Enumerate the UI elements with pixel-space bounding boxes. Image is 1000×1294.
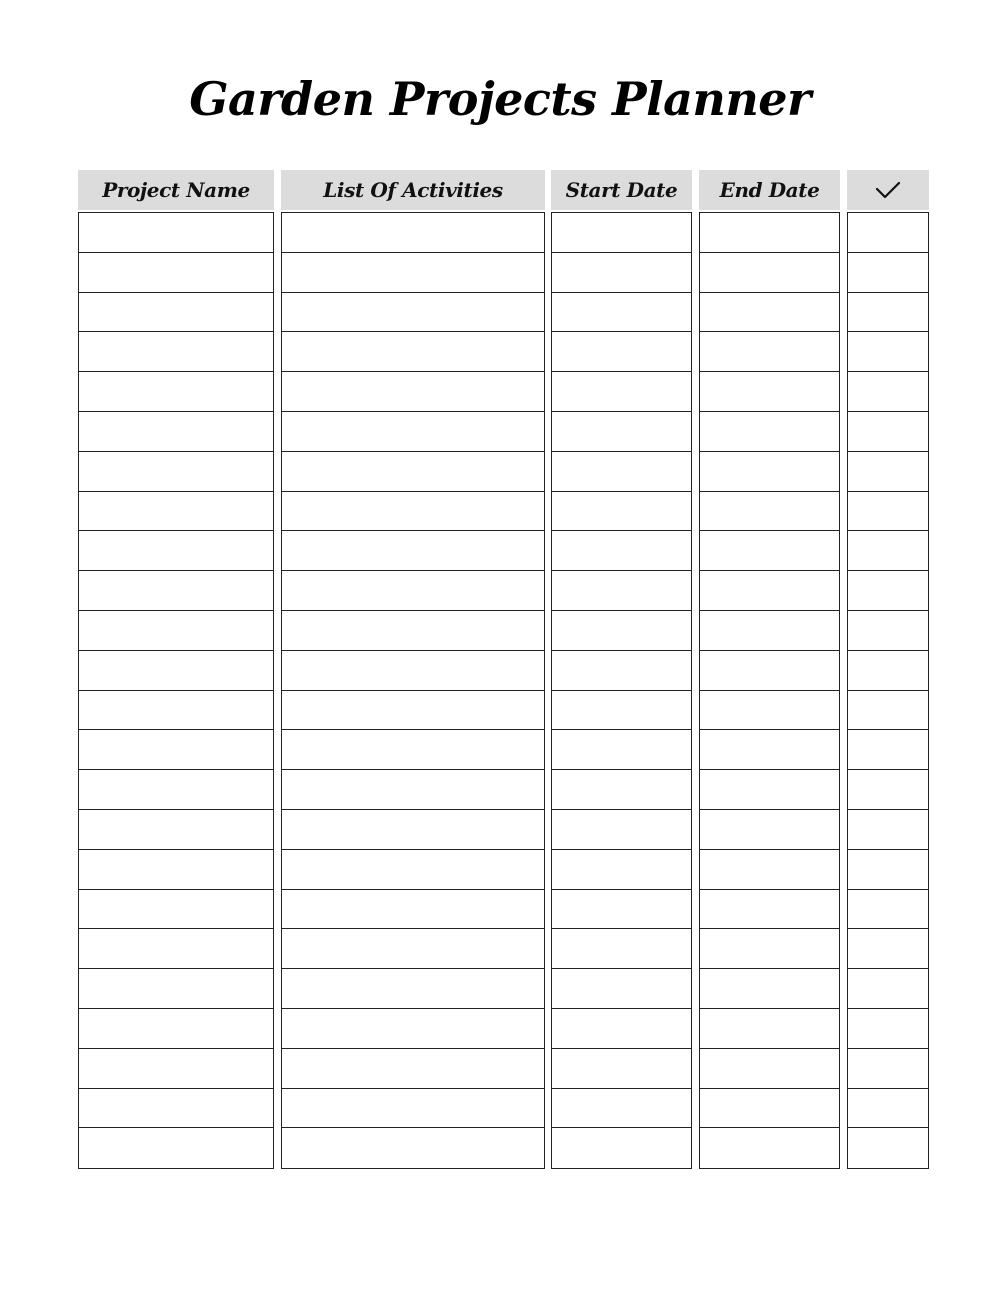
cell-project-name xyxy=(78,968,274,1009)
column-done xyxy=(847,170,929,1169)
header-start-date: Start Date xyxy=(551,170,692,210)
cell-start-date xyxy=(551,570,692,611)
cell-done xyxy=(847,411,929,452)
cell-project-name xyxy=(78,331,274,372)
cell-end-date xyxy=(699,252,840,293)
cell-list-of-activities xyxy=(281,610,545,651)
cell-start-date xyxy=(551,968,692,1009)
cell-done xyxy=(847,1048,929,1089)
cell-end-date xyxy=(699,292,840,333)
cell-start-date xyxy=(551,491,692,532)
cell-project-name xyxy=(78,1088,274,1129)
header-done xyxy=(847,170,929,210)
cell-list-of-activities xyxy=(281,530,545,571)
cell-list-of-activities xyxy=(281,331,545,372)
cell-list-of-activities xyxy=(281,570,545,611)
cell-start-date xyxy=(551,1008,692,1049)
cell-project-name xyxy=(78,292,274,333)
cell-project-name xyxy=(78,610,274,651)
cell-done xyxy=(847,849,929,890)
cell-list-of-activities xyxy=(281,968,545,1009)
cell-done xyxy=(847,331,929,372)
cell-project-name xyxy=(78,690,274,731)
cell-end-date xyxy=(699,928,840,969)
cell-list-of-activities xyxy=(281,1088,545,1129)
cell-done xyxy=(847,371,929,412)
cell-start-date xyxy=(551,849,692,890)
header-end-date: End Date xyxy=(699,170,840,210)
cell-start-date xyxy=(551,252,692,293)
cell-project-name xyxy=(78,371,274,412)
cell-done xyxy=(847,769,929,810)
cell-list-of-activities xyxy=(281,371,545,412)
cell-start-date xyxy=(551,530,692,571)
cell-list-of-activities xyxy=(281,252,545,293)
cells-end-date xyxy=(699,212,840,1169)
cell-done xyxy=(847,729,929,770)
cell-project-name xyxy=(78,889,274,930)
cell-start-date xyxy=(551,331,692,372)
cell-end-date xyxy=(699,491,840,532)
cell-start-date xyxy=(551,809,692,850)
cell-end-date xyxy=(699,570,840,611)
cell-project-name xyxy=(78,1008,274,1049)
cell-list-of-activities xyxy=(281,1008,545,1049)
cell-project-name xyxy=(78,411,274,452)
cell-end-date xyxy=(699,1008,840,1049)
cell-project-name xyxy=(78,928,274,969)
cell-done xyxy=(847,292,929,333)
cell-project-name xyxy=(78,769,274,810)
cell-project-name xyxy=(78,849,274,890)
cell-list-of-activities xyxy=(281,809,545,850)
cell-list-of-activities xyxy=(281,1127,545,1168)
cell-list-of-activities xyxy=(281,650,545,691)
cell-start-date xyxy=(551,212,692,253)
column-list-of-activities xyxy=(281,170,545,1169)
cell-start-date xyxy=(551,292,692,333)
cell-start-date xyxy=(551,928,692,969)
checkmark-icon xyxy=(874,180,902,200)
cell-list-of-activities xyxy=(281,292,545,333)
cell-project-name xyxy=(78,809,274,850)
cells-list-of-activities xyxy=(281,212,545,1169)
cell-done xyxy=(847,809,929,850)
cell-end-date xyxy=(699,212,840,253)
cell-done xyxy=(847,889,929,930)
cell-end-date xyxy=(699,729,840,770)
cell-end-date xyxy=(699,451,840,492)
cell-start-date xyxy=(551,1048,692,1089)
cell-done xyxy=(847,610,929,651)
cell-end-date xyxy=(699,690,840,731)
cell-list-of-activities xyxy=(281,889,545,930)
column-end-date xyxy=(699,170,840,1169)
cell-list-of-activities xyxy=(281,849,545,890)
cell-done xyxy=(847,491,929,532)
cell-done xyxy=(847,570,929,611)
cell-list-of-activities xyxy=(281,1048,545,1089)
cell-project-name xyxy=(78,451,274,492)
cell-done xyxy=(847,451,929,492)
cell-project-name xyxy=(78,1048,274,1089)
cell-start-date xyxy=(551,690,692,731)
header-project-name: Project Name xyxy=(78,170,274,210)
cell-done xyxy=(847,1088,929,1129)
cell-end-date xyxy=(699,1048,840,1089)
cell-end-date xyxy=(699,1127,840,1168)
cell-start-date xyxy=(551,1127,692,1168)
cell-project-name xyxy=(78,212,274,253)
cell-done xyxy=(847,530,929,571)
cell-start-date xyxy=(551,371,692,412)
cell-list-of-activities xyxy=(281,411,545,452)
cell-start-date xyxy=(551,650,692,691)
cell-done xyxy=(847,928,929,969)
cell-end-date xyxy=(699,371,840,412)
cells-done xyxy=(847,212,929,1169)
cell-done xyxy=(847,252,929,293)
cell-list-of-activities xyxy=(281,928,545,969)
page-title: Garden Projects Planner xyxy=(189,72,811,126)
cell-done xyxy=(847,650,929,691)
cell-start-date xyxy=(551,769,692,810)
cell-start-date xyxy=(551,610,692,651)
cells-start-date xyxy=(551,212,692,1169)
cell-project-name xyxy=(78,491,274,532)
cell-done xyxy=(847,212,929,253)
cell-project-name xyxy=(78,252,274,293)
cell-project-name xyxy=(78,530,274,571)
cell-end-date xyxy=(699,610,840,651)
cell-project-name xyxy=(78,729,274,770)
cell-list-of-activities xyxy=(281,690,545,731)
cell-start-date xyxy=(551,729,692,770)
cell-list-of-activities xyxy=(281,212,545,253)
cell-list-of-activities xyxy=(281,729,545,770)
cell-list-of-activities xyxy=(281,769,545,810)
cells-project-name xyxy=(78,212,274,1169)
cell-end-date xyxy=(699,769,840,810)
cell-project-name xyxy=(78,650,274,691)
cell-end-date xyxy=(699,650,840,691)
cell-end-date xyxy=(699,968,840,1009)
cell-done xyxy=(847,1008,929,1049)
cell-done xyxy=(847,968,929,1009)
cell-start-date xyxy=(551,1088,692,1129)
cell-list-of-activities xyxy=(281,451,545,492)
cell-end-date xyxy=(699,809,840,850)
header-list-of-activities: List Of Activities xyxy=(281,170,545,210)
cell-end-date xyxy=(699,849,840,890)
cell-end-date xyxy=(699,411,840,452)
cell-done xyxy=(847,1127,929,1168)
cell-end-date xyxy=(699,889,840,930)
cell-done xyxy=(847,690,929,731)
cell-project-name xyxy=(78,570,274,611)
column-start-date xyxy=(551,170,692,1169)
cell-end-date xyxy=(699,530,840,571)
cell-end-date xyxy=(699,1088,840,1129)
cell-start-date xyxy=(551,411,692,452)
cell-end-date xyxy=(699,331,840,372)
cell-start-date xyxy=(551,889,692,930)
cell-start-date xyxy=(551,451,692,492)
column-project-name xyxy=(78,170,274,1169)
cell-list-of-activities xyxy=(281,491,545,532)
cell-project-name xyxy=(78,1127,274,1168)
